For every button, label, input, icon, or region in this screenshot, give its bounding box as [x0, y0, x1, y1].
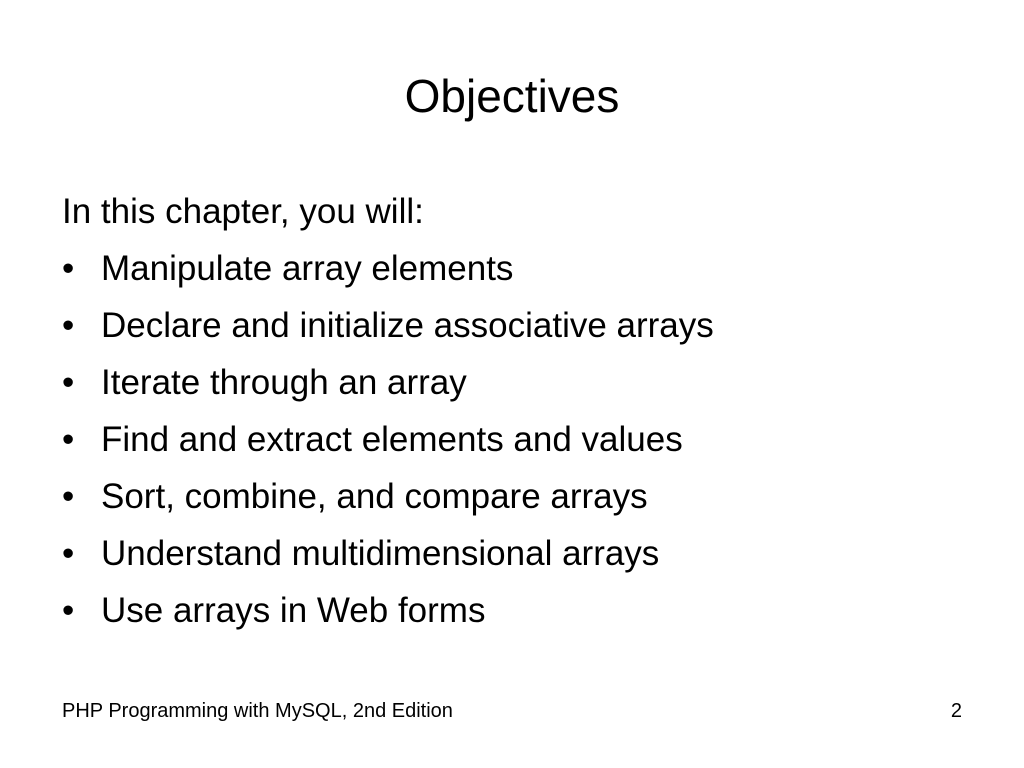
- list-item-text: Use arrays in Web forms: [101, 591, 486, 630]
- bullet-icon: •: [62, 420, 75, 459]
- list-item: [62, 468, 982, 525]
- intro-text: In this chapter, you will:: [62, 192, 424, 231]
- list-item: [62, 354, 982, 411]
- list-item: [62, 297, 982, 354]
- bullet-icon: •: [62, 363, 75, 402]
- bullet-icon: •: [62, 249, 75, 288]
- slide-content: [62, 183, 982, 639]
- slide-title: Objectives: [404, 70, 620, 122]
- footer-text: PHP Programming with MySQL, 2nd Edition: [62, 700, 453, 722]
- page-number: 2: [950, 700, 962, 722]
- list-item-text: Manipulate array elements: [101, 249, 514, 288]
- bullet-icon: •: [62, 534, 75, 573]
- list-item-text: Sort, combine, and compare arrays: [101, 477, 648, 516]
- list-item: [62, 411, 982, 468]
- list-item: [62, 525, 982, 582]
- list-item-text: Find and extract elements and values: [101, 420, 683, 459]
- objectives-list: [62, 240, 982, 639]
- list-item-text: Understand multidimensional arrays: [101, 534, 660, 573]
- bullet-icon: •: [62, 477, 75, 516]
- list-item-text: Iterate through an array: [101, 363, 467, 402]
- list-item-text: Declare and initialize associative arrays: [101, 306, 714, 345]
- list-item: [62, 582, 982, 639]
- bullet-icon: •: [62, 591, 75, 630]
- bullet-icon: •: [62, 306, 75, 345]
- list-item: [62, 240, 982, 297]
